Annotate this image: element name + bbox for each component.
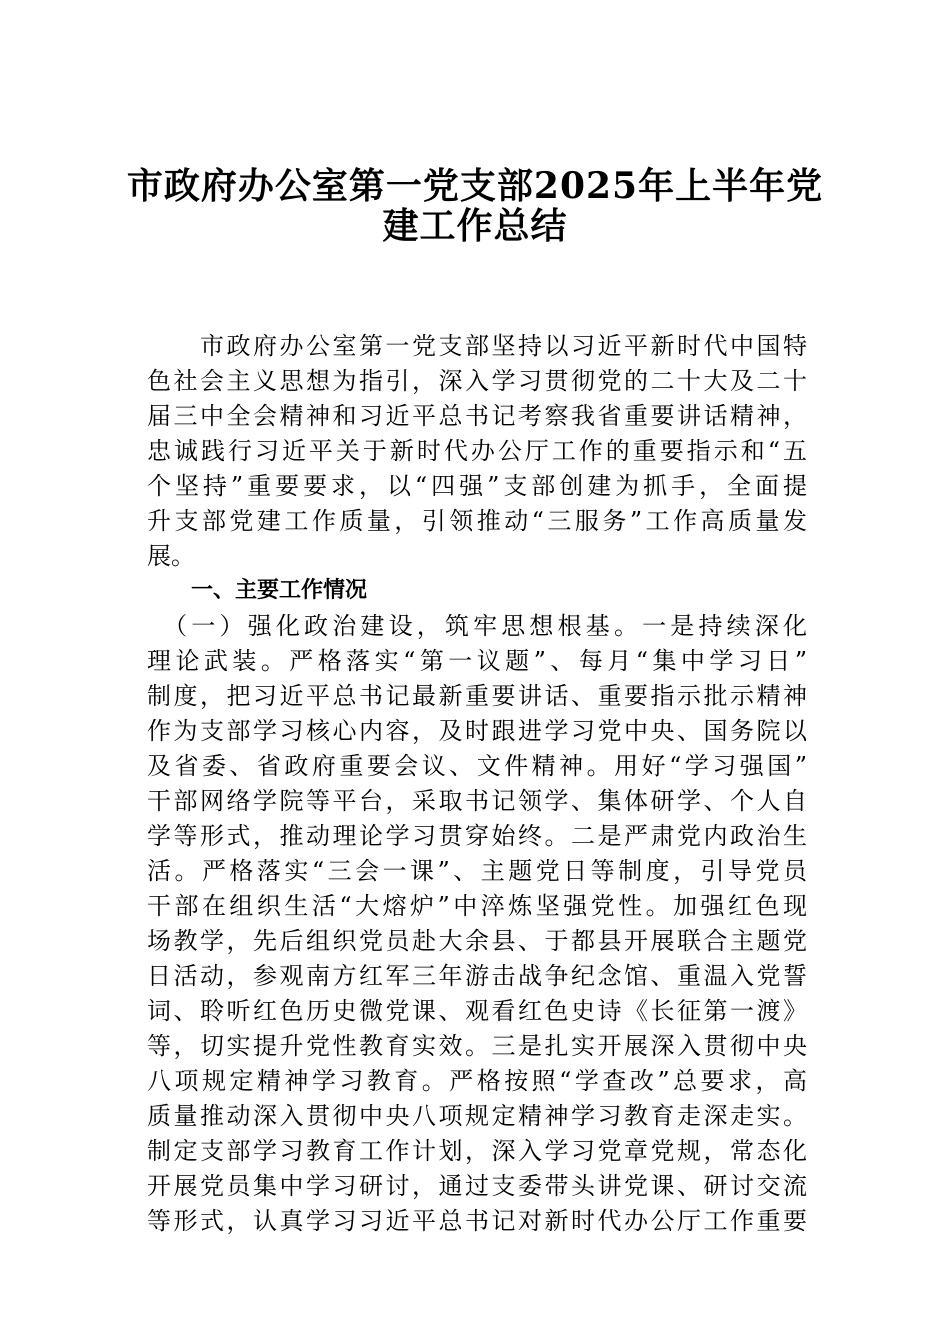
section-paragraph-line: 等形式，认真学习习近平总书记对新时代办公厅工作重要 [147,1207,807,1235]
intro-paragraph-line: 个坚持”重要要求，以“四强”支部创建为抓手，全面提 [147,472,807,500]
section-paragraph-line: 制定支部学习教育工作计划，深入学习党章党规，常态化 [147,1137,807,1165]
section-paragraph-line: 日活动，参观南方红军三年游击战争纪念馆、重温入党誓 [147,962,807,990]
section-paragraph-line: 场教学，先后组织党员赴大余县、于都县开展联合主题党 [147,927,807,955]
section-paragraph-line: 作为支部学习核心内容，及时跟进学习党中央、国务院以 [147,717,807,745]
section-paragraph-line: 词、聆听红色历史微党课、观看红色史诗《长征第一渡》 [147,997,807,1025]
intro-paragraph-line: 忠诚践行习近平关于新时代办公厅工作的重要指示和“五 [147,437,807,465]
section-paragraph-line: 干部在组织生活“大熔炉”中淬炼坚强党性。加强红色现 [147,892,807,920]
intro-paragraph-line: 展。 [147,542,195,570]
section-paragraph-line: 开展党员集中学习研讨，通过支委带头讲党课、研讨交流 [147,1172,807,1200]
section-paragraph-line: 八项规定精神学习教育。严格按照“学查改”总要求，高 [147,1067,807,1095]
document-title-line-2: 建工作总结 [382,205,568,247]
section-paragraph-line: （一）强化政治建设，筑牢思想根基。一是持续深化 [147,612,807,640]
section-paragraph-line: 质量推动深入贯彻中央八项规定精神学习教育走深走实。 [147,1102,807,1130]
section-paragraph-line: 学等形式，推动理论学习贯穿始终。二是严肃党内政治生 [147,822,807,850]
intro-paragraph-line: 市政府办公室第一党支部坚持以习近平新时代中国特 [147,332,807,360]
intro-paragraph-line: 色社会主义思想为指引，深入学习贯彻党的二十大及二十 [147,367,807,395]
intro-paragraph-line: 升支部党建工作质量，引领推动“三服务”工作高质量发 [147,507,807,535]
section-paragraph-line: 制度，把习近平总书记最新重要讲话、重要指示批示精神 [147,682,807,710]
section-paragraph-line: 等，切实提升党性教育实效。三是扎实开展深入贯彻中央 [147,1032,807,1060]
intro-paragraph-line: 届三中全会精神和习近平总书记考察我省重要讲话精神， [147,402,807,430]
section-heading: 一、主要工作情况 [147,578,368,603]
section-paragraph-line: 理论武装。严格落实“第一议题”、每月“集中学习日” [147,647,807,675]
section-paragraph-line: 干部网络学院等平台，采取书记领学、集体研学、个人自 [147,787,807,815]
section-paragraph-line: 及省委、省政府重要会议、文件精神。用好“学习强国” [147,752,807,780]
document-title-line-1: 市政府办公室第一党支部2025年上半年党 [126,165,824,207]
section-paragraph-line: 活。严格落实“三会一课”、主题党日等制度，引导党员 [147,857,807,885]
